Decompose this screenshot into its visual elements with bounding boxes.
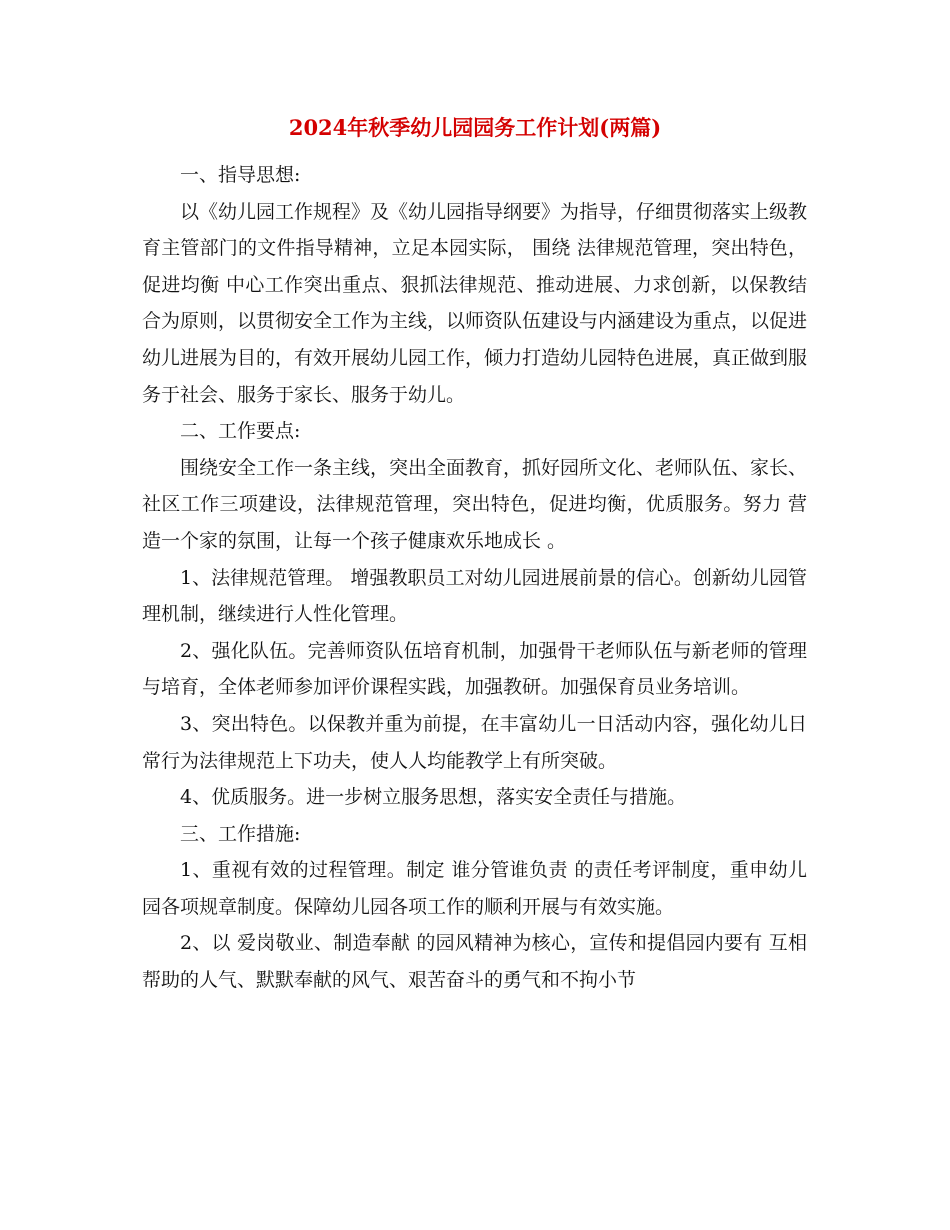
list-item-process-management: 1、重视有效的过程管理。制定 谁分管谁负责 的责任考评制度，重申幼儿园各项规章制度。保障幼儿园各项工作的顺利开展与有效实施。 bbox=[142, 859, 807, 918]
list-item-standard-management: 1、法律规范管理。 增强教职员工对幼儿园进展前景的信心。创新幼儿园管理机制，继续进行人性化管理。 bbox=[142, 566, 807, 626]
list-item-strengthen-team: 2、强化队伍。完善师资队伍培育机制，加强骨干老师队伍与新老师的管理与培育，全体老师参加评价课程实践，加强教研。加强保育员业务培训。 bbox=[142, 639, 807, 699]
list-item-highlight-features: 3、突出特色。以保教并重为前提，在丰富幼儿一日活动内容，强化幼儿日常行为法律规范上下功夫，使人人均能教学上有所突破。 bbox=[142, 712, 807, 772]
document-body bbox=[142, 157, 807, 999]
section-heading-guiding-ideology: 一、指导思想: bbox=[180, 164, 301, 186]
paragraph-guiding-ideology: 以《幼儿园工作规程》及《幼儿园指导纲要》为指导，仔细贯彻落实上级教育主管部门的文件指导精神，立足本园实际， 围绕 法律规范管理，突出特色，促进均衡 中心工作突出重点、狠抓法律规范、推动进展、力求创新，以保教结合为原则，以贯彻安全工作为主线，以师资队伍建设与内涵建设为重点，以促进幼儿进展为目的，有效开展幼儿园工作，倾力打造幼儿园特色进展，真正做到服务于社会、服务于家长、服务于幼儿。 bbox=[142, 200, 808, 406]
section-heading-work-points: 二、工作要点: bbox=[180, 420, 301, 443]
list-item-garden-spirit: 2、以 爱岗敬业、制造奉献 的园风精神为核心，宣传和提倡园内要有 互相帮助的人气、默默奉献的风气、艰苦奋斗的勇气和不拘小节 bbox=[142, 932, 807, 992]
paragraph-work-points: 围绕安全工作一条主线，突出全面教育，抓好园所文化、老师队伍、家长、社区工作三项建设，法律规范管理，突出特色，促进均衡，优质服务。努力 营造一个家的氛围，让每一个孩子健康欢乐地成长 。 bbox=[142, 456, 808, 552]
list-item-quality-service: 4、优质服务。进一步树立服务思想，落实安全责任与措施。 bbox=[180, 786, 687, 809]
document-title: 2024年秋季幼儿园园务工作计划(两篇) bbox=[288, 115, 662, 140]
section-heading-work-measures: 三、工作措施: bbox=[180, 822, 301, 845]
